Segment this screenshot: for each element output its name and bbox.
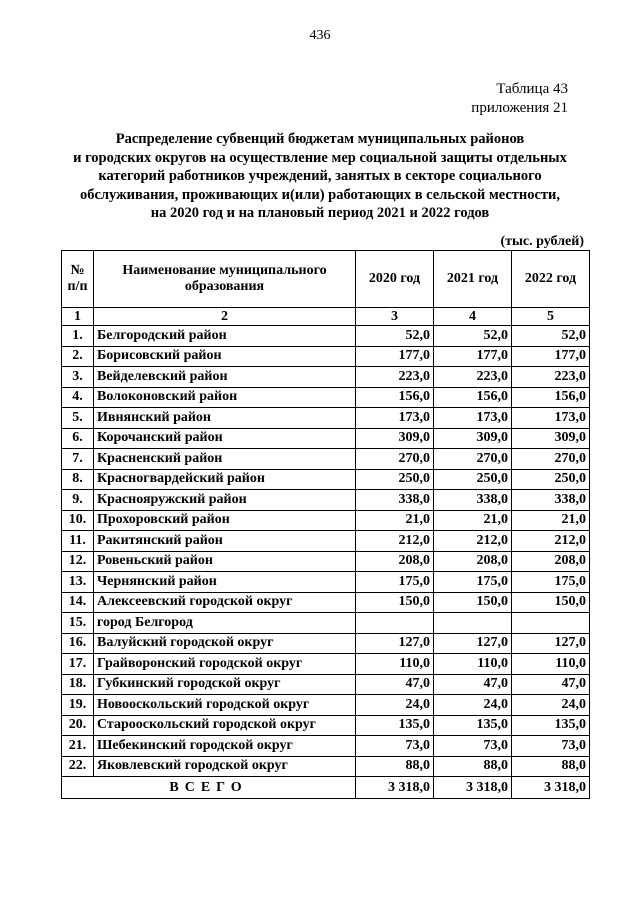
row-value-2021: 73,0: [434, 736, 512, 757]
row-value-2022: 135,0: [512, 715, 590, 736]
row-number: 7.: [62, 449, 94, 470]
row-name: Старооскольский городской округ: [94, 715, 356, 736]
row-value-2020: 270,0: [356, 449, 434, 470]
row-value-2021: 21,0: [434, 510, 512, 531]
row-value-2020: 110,0: [356, 654, 434, 675]
table-row: [62, 633, 590, 654]
row-value-2021: 338,0: [434, 490, 512, 511]
row-value-2021: 47,0: [434, 674, 512, 695]
total-2020: 3 318,0: [356, 777, 434, 799]
column-index: 5: [512, 308, 590, 326]
row-name: Чернянский район: [94, 572, 356, 593]
row-value-2021: 135,0: [434, 715, 512, 736]
total-2022: 3 318,0: [512, 777, 590, 799]
row-value-2022: 177,0: [512, 346, 590, 367]
table-row: [62, 387, 590, 408]
row-number: 1.: [62, 326, 94, 347]
row-value-2021: 110,0: [434, 654, 512, 675]
row-number: 8.: [62, 469, 94, 490]
units-label: (тыс. рублей): [500, 234, 584, 249]
row-value-2022: [512, 613, 590, 634]
table-row: [62, 428, 590, 449]
row-value-2020: 156,0: [356, 387, 434, 408]
subsidy-table: [61, 250, 590, 799]
row-value-2021: [434, 613, 512, 634]
table-row: [62, 449, 590, 470]
table-row: [62, 469, 590, 490]
row-name: Вейделевский район: [94, 367, 356, 388]
row-value-2020: 177,0: [356, 346, 434, 367]
row-value-2022: 150,0: [512, 592, 590, 613]
document-title: [50, 130, 590, 223]
row-number: 20.: [62, 715, 94, 736]
row-value-2021: 223,0: [434, 367, 512, 388]
row-value-2022: 24,0: [512, 695, 590, 716]
row-value-2022: 212,0: [512, 531, 590, 552]
row-value-2020: 88,0: [356, 756, 434, 777]
row-value-2022: 88,0: [512, 756, 590, 777]
table-row: [62, 592, 590, 613]
table-row: [62, 490, 590, 511]
row-name: Краснояружский район: [94, 490, 356, 511]
row-number: 3.: [62, 367, 94, 388]
row-value-2022: 175,0: [512, 572, 590, 593]
table-row: [62, 367, 590, 388]
row-number: 6.: [62, 428, 94, 449]
row-value-2020: 223,0: [356, 367, 434, 388]
title-line-3: категорий работников учреждений, занятых в секторе социального: [98, 168, 542, 184]
table-reference: [471, 80, 568, 118]
row-value-2022: 173,0: [512, 408, 590, 429]
row-name: Яковлевский городской округ: [94, 756, 356, 777]
title-line-4: обслуживания, проживающих и(или) работающих в сельской местности,: [79, 186, 561, 203]
row-number: 4.: [62, 387, 94, 408]
row-value-2020: 338,0: [356, 490, 434, 511]
table-row: [62, 551, 590, 572]
table-row: [62, 572, 590, 593]
row-value-2020: 47,0: [356, 674, 434, 695]
row-value-2022: 52,0: [512, 326, 590, 347]
table-row: [62, 346, 590, 367]
row-number: 15.: [62, 613, 94, 634]
column-index: 2: [94, 308, 356, 326]
row-name: Красненский район: [94, 449, 356, 470]
row-value-2021: 212,0: [434, 531, 512, 552]
row-value-2022: 250,0: [512, 469, 590, 490]
row-name: город Белгород: [94, 613, 356, 634]
row-name: Волоконовский район: [94, 387, 356, 408]
row-number: 10.: [62, 510, 94, 531]
row-value-2021: 52,0: [434, 326, 512, 347]
row-value-2022: 156,0: [512, 387, 590, 408]
row-value-2022: 110,0: [512, 654, 590, 675]
row-number: 12.: [62, 551, 94, 572]
row-value-2020: 127,0: [356, 633, 434, 654]
row-name: Ивнянский район: [94, 408, 356, 429]
header-row: [62, 251, 590, 308]
row-name: Корочанский район: [94, 428, 356, 449]
row-number: 18.: [62, 674, 94, 695]
row-value-2021: 250,0: [434, 469, 512, 490]
row-name: Ракитянский район: [94, 531, 356, 552]
row-name: Грайворонский городской округ: [94, 654, 356, 675]
row-value-2020: 309,0: [356, 428, 434, 449]
row-number: 22.: [62, 756, 94, 777]
row-value-2021: 127,0: [434, 633, 512, 654]
row-name: Новооскольский городской округ: [94, 695, 356, 716]
row-value-2020: 208,0: [356, 551, 434, 572]
row-value-2022: 309,0: [512, 428, 590, 449]
row-value-2021: 177,0: [434, 346, 512, 367]
row-number: 14.: [62, 592, 94, 613]
row-value-2021: 156,0: [434, 387, 512, 408]
row-number: 16.: [62, 633, 94, 654]
row-value-2020: 52,0: [356, 326, 434, 347]
row-value-2021: 24,0: [434, 695, 512, 716]
table-row: [62, 613, 590, 634]
column-index: 4: [434, 308, 512, 326]
total-2021: 3 318,0: [434, 777, 512, 799]
table-reference-line2: приложения 21: [471, 100, 568, 116]
row-name: Ровеньский район: [94, 551, 356, 572]
table-row: [62, 654, 590, 675]
row-value-2020: 173,0: [356, 408, 434, 429]
table-reference-line1: Таблица 43: [496, 81, 568, 97]
row-value-2022: 21,0: [512, 510, 590, 531]
total-label: ВСЕГО: [62, 777, 356, 799]
row-name: Губкинский городской округ: [94, 674, 356, 695]
row-value-2022: 223,0: [512, 367, 590, 388]
row-value-2022: 338,0: [512, 490, 590, 511]
row-number: 2.: [62, 346, 94, 367]
row-name: Шебекинский городской округ: [94, 736, 356, 757]
row-value-2021: 88,0: [434, 756, 512, 777]
title-line-1: Распределение субвенций бюджетам муниципальных районов: [115, 131, 525, 147]
header-2021: 2021 год: [434, 251, 512, 308]
row-number: 21.: [62, 736, 94, 757]
row-number: 5.: [62, 408, 94, 429]
row-number: 13.: [62, 572, 94, 593]
row-value-2022: 47,0: [512, 674, 590, 695]
row-value-2020: [356, 613, 434, 634]
row-value-2022: 127,0: [512, 633, 590, 654]
row-value-2022: 270,0: [512, 449, 590, 470]
row-name: Валуйский городской округ: [94, 633, 356, 654]
row-number: 9.: [62, 490, 94, 511]
row-number: 19.: [62, 695, 94, 716]
row-name: Красногвардейский район: [94, 469, 356, 490]
row-value-2020: 175,0: [356, 572, 434, 593]
table-row: [62, 674, 590, 695]
row-value-2020: 150,0: [356, 592, 434, 613]
table-row: [62, 510, 590, 531]
column-index: 3: [356, 308, 434, 326]
table-row: [62, 326, 590, 347]
row-value-2020: 24,0: [356, 695, 434, 716]
table-row: [62, 756, 590, 777]
row-name: Алексеевский городской округ: [94, 592, 356, 613]
table-row: [62, 736, 590, 757]
column-index: 1: [62, 308, 94, 326]
row-value-2021: 173,0: [434, 408, 512, 429]
row-value-2021: 208,0: [434, 551, 512, 572]
title-line-2: и городских округов на осуществление мер социальной защиты отдельных: [73, 149, 567, 166]
row-value-2020: 21,0: [356, 510, 434, 531]
row-value-2020: 73,0: [356, 736, 434, 757]
column-index-row: [62, 308, 590, 326]
row-name: Прохоровский район: [94, 510, 356, 531]
row-name: Борисовский район: [94, 346, 356, 367]
row-number: 17.: [62, 654, 94, 675]
row-value-2020: 135,0: [356, 715, 434, 736]
row-value-2020: 250,0: [356, 469, 434, 490]
header-num: № п/п: [62, 251, 94, 308]
total-row: [62, 777, 590, 799]
row-value-2020: 212,0: [356, 531, 434, 552]
header-2022: 2022 год: [512, 251, 590, 308]
row-number: 11.: [62, 531, 94, 552]
table-row: [62, 531, 590, 552]
table-row: [62, 695, 590, 716]
row-value-2021: 270,0: [434, 449, 512, 470]
row-value-2021: 309,0: [434, 428, 512, 449]
page-number: 436: [309, 28, 331, 43]
table-row: [62, 715, 590, 736]
row-name: Белгородский район: [94, 326, 356, 347]
title-line-5: на 2020 год и на плановый период 2021 и 2022 годов: [150, 205, 490, 221]
table-row: [62, 408, 590, 429]
header-2020: 2020 год: [356, 251, 434, 308]
row-value-2022: 73,0: [512, 736, 590, 757]
header-name: Наименование муниципального образования: [94, 251, 356, 308]
row-value-2022: 208,0: [512, 551, 590, 572]
row-value-2021: 150,0: [434, 592, 512, 613]
row-value-2021: 175,0: [434, 572, 512, 593]
